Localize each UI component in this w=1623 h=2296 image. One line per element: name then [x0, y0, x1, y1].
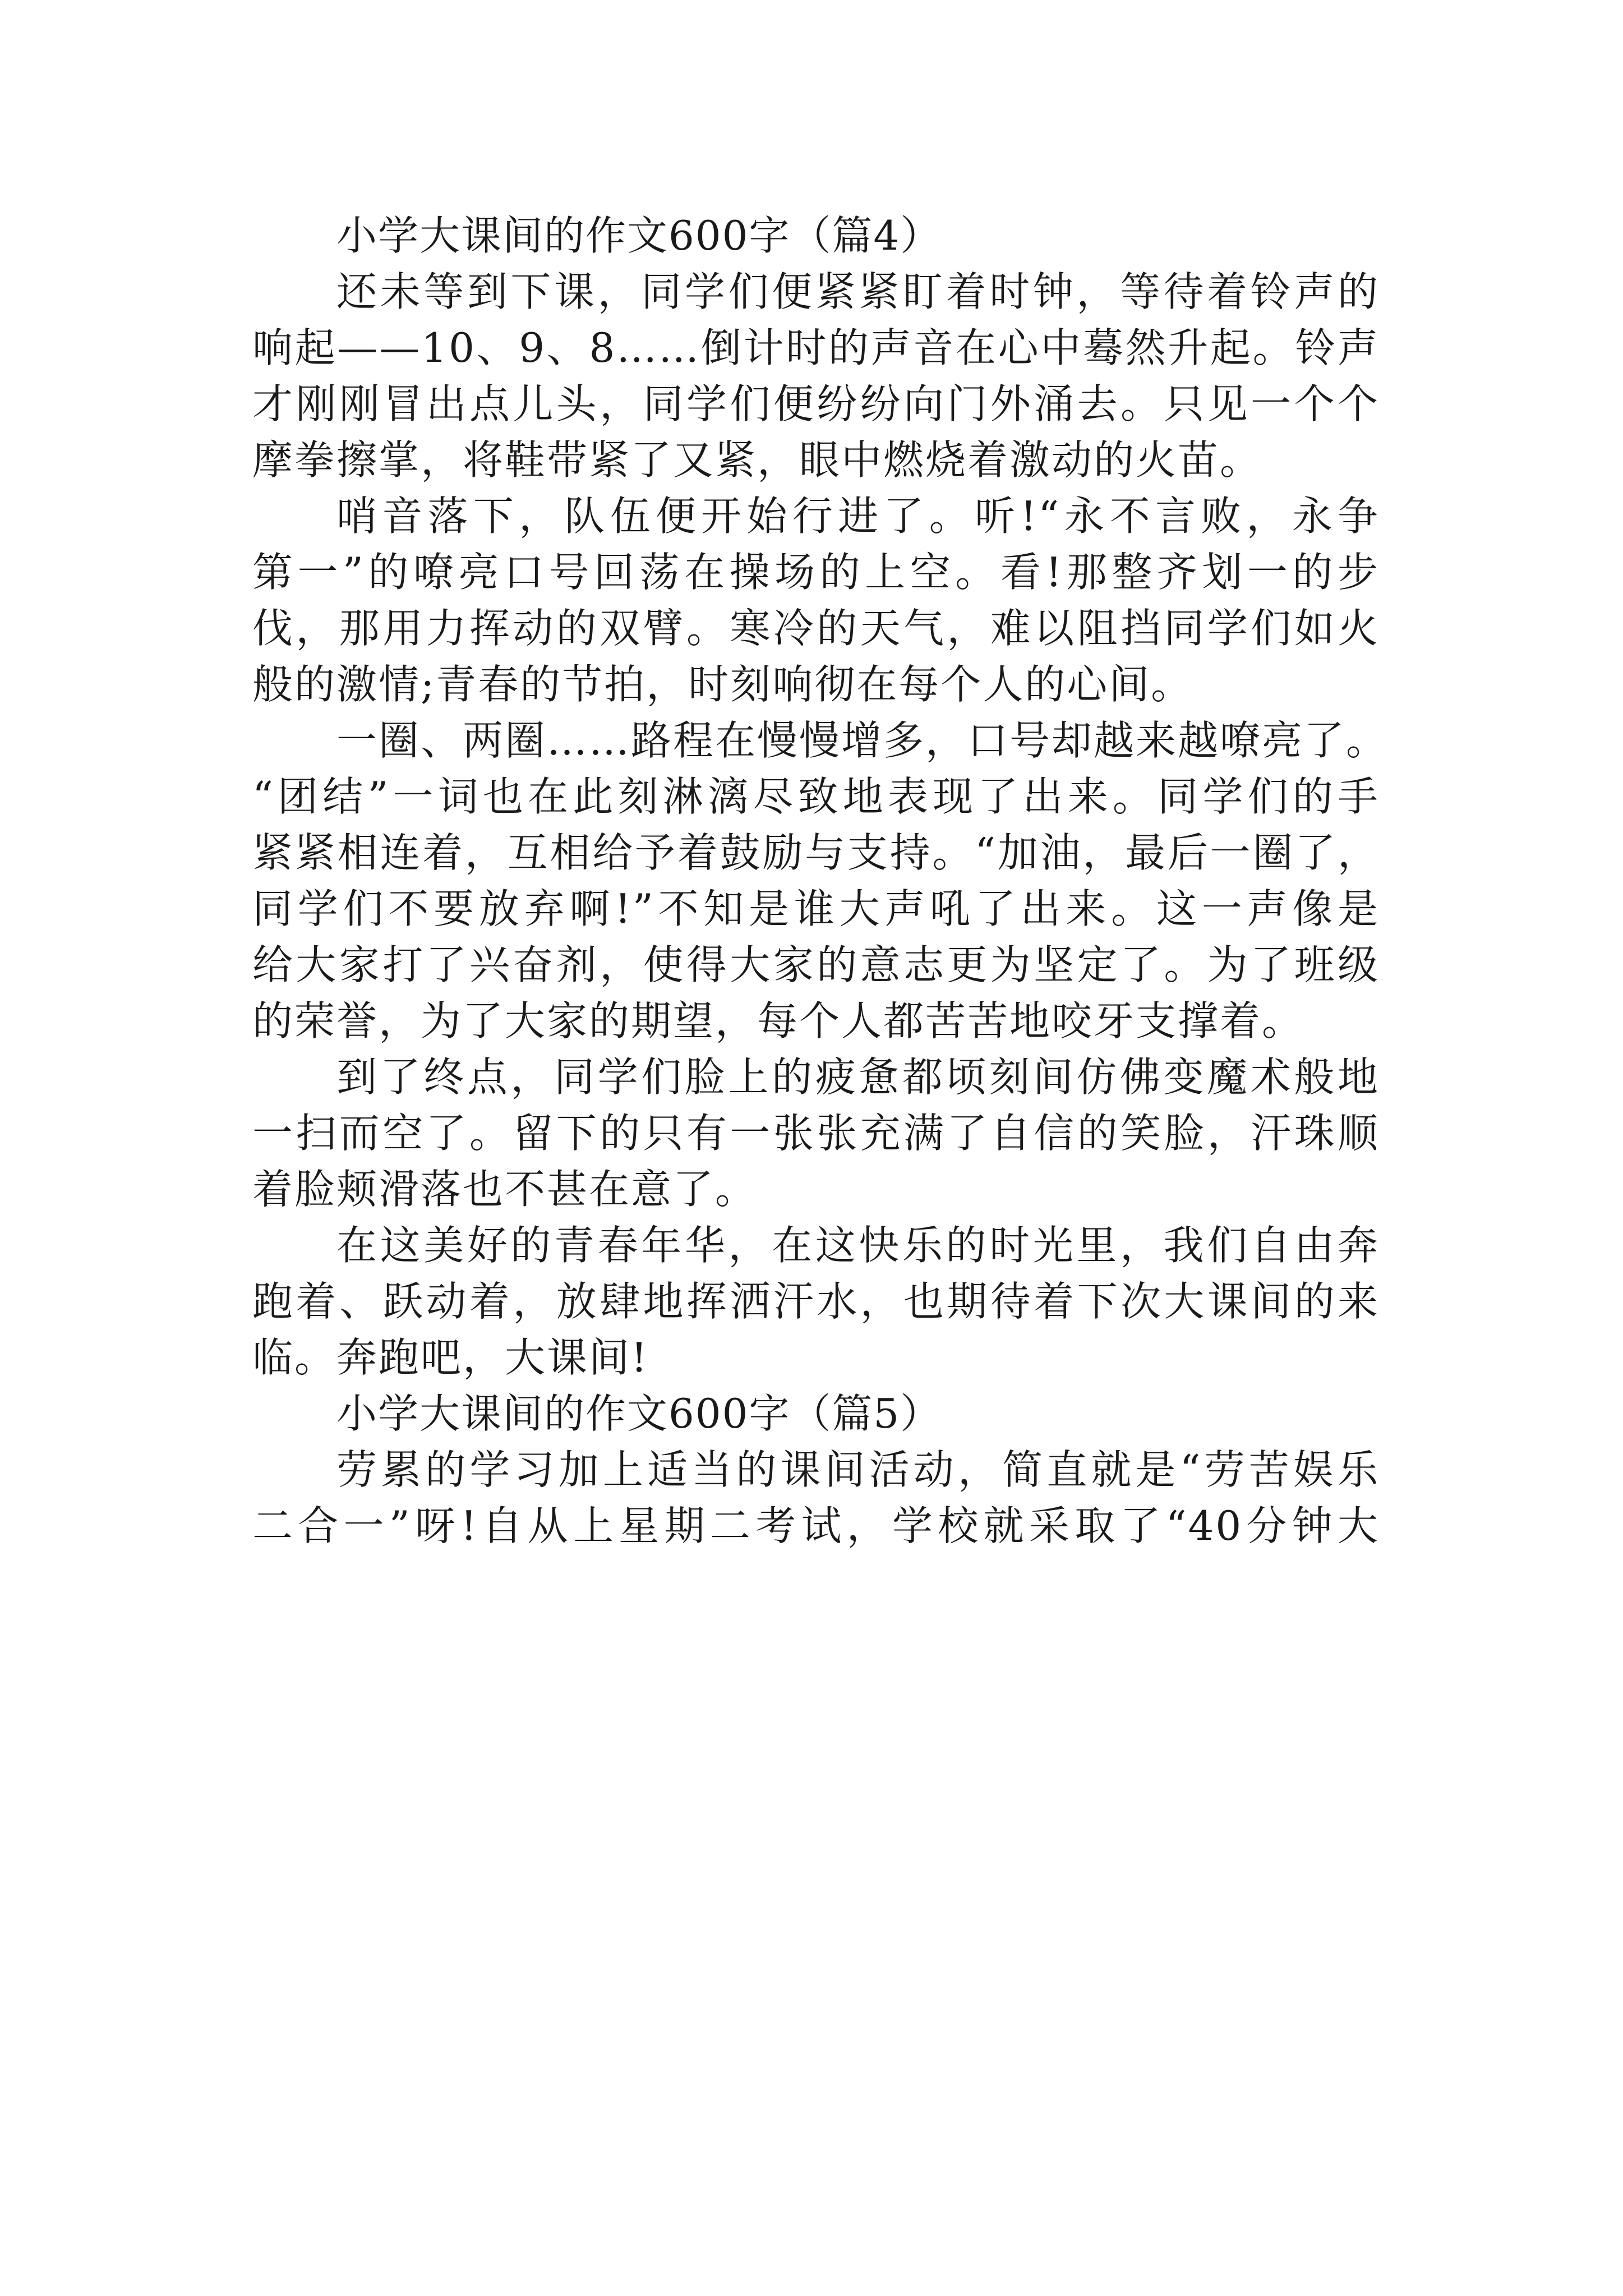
paragraph-line: “团结”一词也在此刻淋漓尽致地表现了出来。同学们的手 [252, 773, 1380, 820]
document-page [252, 208, 1389, 1554]
paragraph-line: 还未等到下课，同学们便紧紧盯着时钟，等待着铃声的 [336, 268, 1380, 315]
paragraph-line: 一扫而空了。留下的只有一张张充满了自信的笑脸，汗珠顺 [252, 1110, 1380, 1157]
paragraph-line: 一圈、两圈……路程在慢慢增多，口号却越来越嘹亮了。 [336, 717, 1389, 764]
paragraph-line: 才刚刚冒出点儿头，同学们便纷纷向门外涌去。只见一个个 [252, 380, 1380, 427]
paragraph-line: 到了终点，同学们脸上的疲惫都顷刻间仿佛变魔术般地 [336, 1053, 1380, 1101]
paragraph-line: 跑着、跃动着，放肆地挥洒汗水，也期待着下次大课间的来 [252, 1278, 1380, 1325]
paragraph-line: 响起——10、9、8……倒计时的声音在心中蓦然升起。铃声 [252, 324, 1380, 371]
paragraph-line: 二合一”呀!自从上星期二考试，学校就采取了“40分钟大 [252, 1502, 1380, 1549]
paragraph-line: 的荣誉，为了大家的期望，每个人都苦苦地咬牙支撑着。 [252, 997, 1304, 1045]
paragraph-line: 紧紧相连着，互相给予着鼓励与支持。“加油，最后一圈了， [252, 829, 1380, 876]
paragraph-line: 哨音落下，队伍便开始行进了。听!“永不言败，永争 [336, 493, 1380, 540]
paragraph-line: 给大家打了兴奋剂，使得大家的意志更为坚定了。为了班级 [252, 941, 1380, 988]
paragraph-line: 着脸颊滑落也不甚在意了。 [252, 1166, 758, 1213]
paragraph-line: 第一”的嘹亮口号回荡在操场的上空。看!那整齐划一的步 [252, 549, 1380, 596]
paragraph-line: 在这美好的青春年华，在这快乐的时光里，我们自由奔 [336, 1222, 1380, 1269]
paragraph-line: 般的激情;青春的节拍，时刻响彻在每个人的心间。 [252, 661, 1193, 708]
paragraph-line: 摩拳擦掌，将鞋带紧了又紧，眼中燃烧着激动的火苗。 [252, 436, 1262, 484]
paragraph-line: 伐，那用力挥动的双臂。寒冷的天气，难以阻挡同学们如火 [252, 605, 1380, 652]
paragraph-line: 劳累的学习加上适当的课间活动，简直就是“劳苦娱乐 [336, 1446, 1380, 1493]
section-heading-4: 小学大课间的作文600字（篇4） [336, 212, 942, 259]
paragraph-line: 临。奔跑吧，大课间! [252, 1334, 649, 1381]
paragraph-line: 同学们不要放弃啊!”不知是谁大声吼了出来。这一声像是 [252, 885, 1380, 932]
section-heading-5: 小学大课间的作文600字（篇5） [336, 1390, 942, 1437]
